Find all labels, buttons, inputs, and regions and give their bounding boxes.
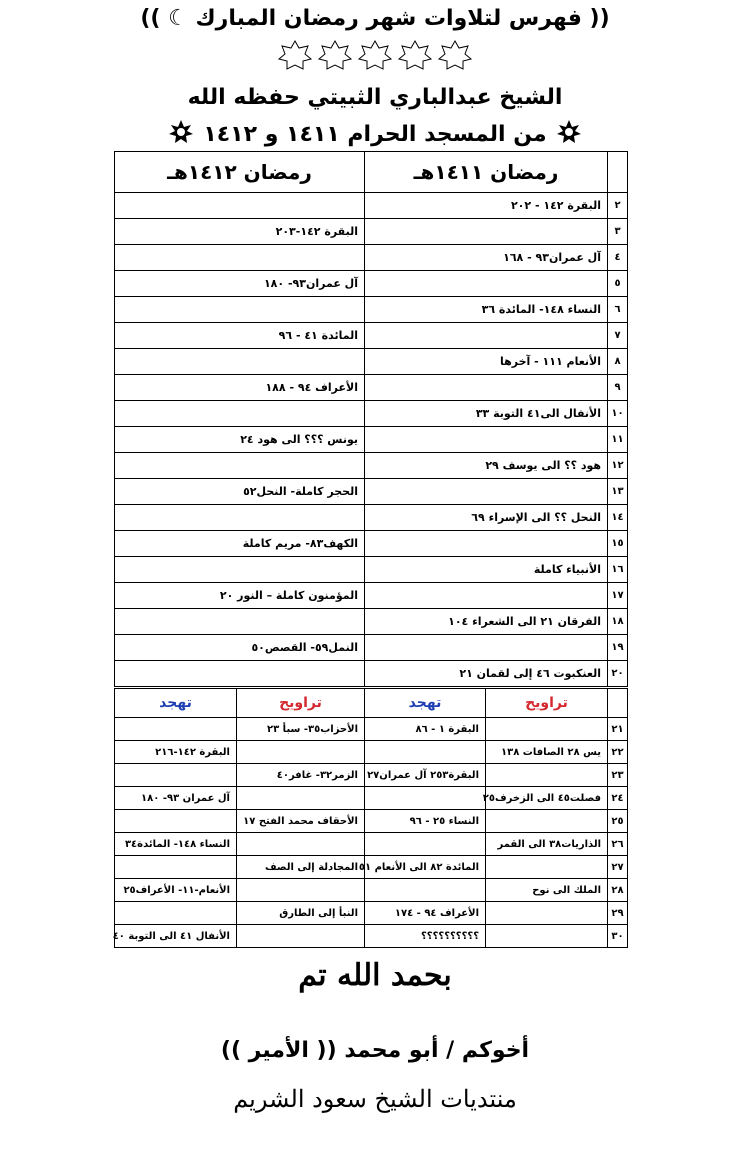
table-row bbox=[115, 427, 628, 453]
ramadan-1412-cell bbox=[115, 193, 365, 219]
ramadan-1411-cell: البقرة ١٤٢ - ٢٠٢ bbox=[365, 193, 608, 219]
night-number-cell: ٧ bbox=[608, 323, 628, 349]
taraweeh-1412-cell: المجادلة إلى الصف bbox=[237, 856, 365, 879]
table-row bbox=[115, 219, 628, 245]
ramadan-1411-cell: الأنفال الى٤١ التوبة ٣٣ bbox=[365, 401, 608, 427]
table-row bbox=[115, 479, 628, 505]
ramadan-1412-cell: آل عمران٩٣- ١٨٠ bbox=[115, 271, 365, 297]
night-number-cell: ٢٥ bbox=[608, 810, 628, 833]
night-number-cell: ١٠ bbox=[608, 401, 628, 427]
ramadan-1412-cell bbox=[115, 401, 365, 427]
night-number-cell: ٤ bbox=[608, 245, 628, 271]
table-row bbox=[115, 925, 628, 948]
night-number-cell: ٥ bbox=[608, 271, 628, 297]
table-row bbox=[115, 833, 628, 856]
table-row bbox=[115, 531, 628, 557]
ramadan-1412-cell bbox=[115, 349, 365, 375]
table-row bbox=[115, 741, 628, 764]
tahajjud-1412-cell bbox=[115, 856, 237, 879]
table-row bbox=[115, 349, 628, 375]
tahajjud-1411-cell bbox=[365, 787, 486, 810]
tahajjud-1412-cell bbox=[115, 902, 237, 925]
ramadan-1411-cell bbox=[365, 323, 608, 349]
night-number-cell: ١٨ bbox=[608, 609, 628, 635]
night-number-cell: ٢٦ bbox=[608, 833, 628, 856]
star-outline-icon bbox=[318, 40, 352, 70]
night-number-cell: ٢ bbox=[608, 193, 628, 219]
table-row bbox=[115, 764, 628, 787]
night-number-cell: ١٩ bbox=[608, 635, 628, 661]
number-header-cell bbox=[608, 689, 628, 718]
tahajjud-1412-cell bbox=[115, 764, 237, 787]
taraweeh-1412-cell: الأحزاب٣٥- سبأ ٢٣ bbox=[237, 718, 365, 741]
table-row bbox=[115, 193, 628, 219]
taraweeh-header: تراويح bbox=[486, 689, 608, 718]
ramadan-1411-cell: النساء ١٤٨- المائدة ٣٦ bbox=[365, 297, 608, 323]
ramadan-1412-cell: المائدة ٤١ - ٩٦ bbox=[115, 323, 365, 349]
night-number-cell: ٢٤ bbox=[608, 787, 628, 810]
night-number-cell: ٢٨ bbox=[608, 879, 628, 902]
night-number-cell: ٢٠ bbox=[608, 661, 628, 687]
ramadan-1411-cell: الأنبياء كاملة bbox=[365, 557, 608, 583]
star-outline-icon bbox=[398, 40, 432, 70]
taraweeh-1411-cell: فصلت٤٥ الى الزخرف٢٥ bbox=[486, 787, 608, 810]
tahajjud-1412-cell: الأنعام-١١- الأعراف٢٥ bbox=[115, 879, 237, 902]
tahajjud-1411-cell: البقرة٢٥٣ آل عمران٢٧ bbox=[365, 764, 486, 787]
mosque-line bbox=[0, 120, 750, 150]
tahajjud-1411-cell bbox=[365, 741, 486, 764]
ramadan-1411-cell: الفرقان ٢١ الى الشعراء ١٠٤ bbox=[365, 609, 608, 635]
ramadan-1412-cell bbox=[115, 505, 365, 531]
taraweeh-1411-cell bbox=[486, 856, 608, 879]
night-number-cell: ٢٧ bbox=[608, 856, 628, 879]
ramadan-1412-cell: الحجر كاملة- النحل٥٢ bbox=[115, 479, 365, 505]
author-line: أخوكم / أبو محمد (( الأمير )) bbox=[220, 1038, 530, 1063]
night-number-cell: ٢١ bbox=[608, 718, 628, 741]
ramadan-1412-cell bbox=[115, 453, 365, 479]
taraweeh-1411-cell bbox=[486, 902, 608, 925]
number-header-cell bbox=[608, 152, 628, 193]
ramadan-1411-cell: هود ؟؟ الى يوسف ٢٩ bbox=[365, 453, 608, 479]
taraweeh-1411-cell bbox=[486, 718, 608, 741]
table-subheader-row bbox=[115, 689, 628, 718]
taraweeh-1412-cell: النبأ إلى الطارق bbox=[237, 902, 365, 925]
tahajjud-1412-cell: البقرة ١٤٢-٢١٦ bbox=[115, 741, 237, 764]
ramadan-1412-cell bbox=[115, 245, 365, 271]
ramadan-1412-cell bbox=[115, 297, 365, 323]
star-outline-icon bbox=[278, 40, 312, 70]
tahajjud-1411-cell: البقرة ١ - ٨٦ bbox=[365, 718, 486, 741]
table-row bbox=[115, 879, 628, 902]
ramadan-1412-cell: النمل٥٩- القصص٥٠ bbox=[115, 635, 365, 661]
taraweeh-1412-cell bbox=[237, 787, 365, 810]
night-number-cell: ١٤ bbox=[608, 505, 628, 531]
table-row bbox=[115, 297, 628, 323]
taraweeh-1411-cell: الملك الى نوح bbox=[486, 879, 608, 902]
table-row bbox=[115, 375, 628, 401]
taraweeh-1411-cell bbox=[486, 810, 608, 833]
taraweeh-1411-cell bbox=[486, 764, 608, 787]
ramadan-1411-cell bbox=[365, 271, 608, 297]
night-number-cell: ١٣ bbox=[608, 479, 628, 505]
sheikh-name: الشيخ عبدالباري الثبيتي حفظه الله bbox=[187, 85, 563, 110]
ramadan-1411-header: رمضان ١٤١١هـ bbox=[365, 152, 608, 193]
taraweeh-1412-cell bbox=[237, 833, 365, 856]
ramadan-1412-cell: الكهف٨٣- مريم كاملة bbox=[115, 531, 365, 557]
tahajjud-1411-cell: ؟؟؟؟؟؟؟؟؟؟ bbox=[365, 925, 486, 948]
ramadan-1411-cell: النحل ؟؟ الى الإسراء ٦٩ bbox=[365, 505, 608, 531]
table-row bbox=[115, 787, 628, 810]
ramadan-1411-cell bbox=[365, 531, 608, 557]
table-row bbox=[115, 902, 628, 925]
tahajjud-1411-cell: الأعراف ٩٤ - ١٧٤ bbox=[365, 902, 486, 925]
ramadan-1411-cell bbox=[365, 375, 608, 401]
night-number-cell: ٢٩ bbox=[608, 902, 628, 925]
table-row bbox=[115, 323, 628, 349]
taraweeh-1411-cell: يس ٢٨ الصافات ١٣٨ bbox=[486, 741, 608, 764]
taraweeh-1412-cell bbox=[237, 741, 365, 764]
taraweeh-1411-cell bbox=[486, 925, 608, 948]
table-row bbox=[115, 401, 628, 427]
night-number-cell: ٣ bbox=[608, 219, 628, 245]
tahajjud-1411-cell: المائدة ٨٢ الى الأنعام ٥١ bbox=[365, 856, 486, 879]
mosque-label: من المسجد الحرام ١٤١١ و ١٤١٢ bbox=[203, 122, 547, 147]
ramadan-1412-cell: البقرة ١٤٢-٢٠٣ bbox=[115, 219, 365, 245]
ramadan-1411-cell bbox=[365, 583, 608, 609]
table-row bbox=[115, 661, 628, 687]
ramadan-1412-cell: يونس ؟؟؟ الى هود ٢٤ bbox=[115, 427, 365, 453]
ramadan-1412-cell: الأعراف ٩٤ - ١٨٨ bbox=[115, 375, 365, 401]
ramadan-1411-cell bbox=[365, 427, 608, 453]
taraweeh-1412-cell bbox=[237, 879, 365, 902]
table-header-row bbox=[115, 152, 628, 193]
table-row bbox=[115, 810, 628, 833]
tahajjud-1412-cell: الأنفال ٤١ الى التوبة ٤٠ bbox=[115, 925, 237, 948]
table-row bbox=[115, 635, 628, 661]
night-number-cell: ٨ bbox=[608, 349, 628, 375]
night-number-cell: ٦ bbox=[608, 297, 628, 323]
table-row bbox=[115, 557, 628, 583]
night-number-cell: ١٢ bbox=[608, 453, 628, 479]
table-row bbox=[115, 245, 628, 271]
tahajjud-header: تهجد bbox=[365, 689, 486, 718]
tahajjud-1412-cell: آل عمران ٩٣- ١٨٠ bbox=[115, 787, 237, 810]
ramadan-1412-cell bbox=[115, 557, 365, 583]
tahajjud-1411-cell bbox=[365, 879, 486, 902]
table-row bbox=[115, 718, 628, 741]
ramadan-1412-cell bbox=[115, 661, 365, 687]
night-number-cell: ٢٢ bbox=[608, 741, 628, 764]
taraweeh-1412-cell: الزمر٣٢- غافر٤٠ bbox=[237, 764, 365, 787]
octagram-icon bbox=[169, 120, 193, 150]
forum-name: منتديات الشيخ سعود الشريم bbox=[233, 1085, 517, 1113]
ramadan-1411-cell bbox=[365, 635, 608, 661]
ramadan-1411-cell: آل عمران٩٣ - ١٦٨ bbox=[365, 245, 608, 271]
table-row bbox=[115, 271, 628, 297]
night-number-cell: ٩ bbox=[608, 375, 628, 401]
night-number-cell: ٣٠ bbox=[608, 925, 628, 948]
ramadan-1412-cell bbox=[115, 609, 365, 635]
table-row bbox=[115, 453, 628, 479]
schedule-table-last-ten-nights bbox=[114, 688, 628, 948]
ramadan-1412-cell: المؤمنون كاملة – النور ٢٠ bbox=[115, 583, 365, 609]
star-outline-icon bbox=[358, 40, 392, 70]
schedule-table-1411-1412 bbox=[114, 151, 628, 687]
tahajjud-1412-cell bbox=[115, 810, 237, 833]
star-outline-icon bbox=[438, 40, 472, 70]
ramadan-1412-header: رمضان ١٤١٢هـ bbox=[115, 152, 365, 193]
tahajjud-1412-cell: النساء ١٤٨- المائدة٣٤ bbox=[115, 833, 237, 856]
ramadan-1411-cell: العنكبوت ٤٦ إلى لقمان ٢١ bbox=[365, 661, 608, 687]
tahajjud-header: تهجد bbox=[115, 689, 237, 718]
taraweeh-1411-cell: الذاريات٣٨ الى القمر bbox=[486, 833, 608, 856]
night-number-cell: ١٦ bbox=[608, 557, 628, 583]
ramadan-1411-cell bbox=[365, 219, 608, 245]
night-number-cell: ١١ bbox=[608, 427, 628, 453]
table-row bbox=[115, 583, 628, 609]
taraweeh-1412-cell: الأحقاف محمد الفتح ١٧ bbox=[237, 810, 365, 833]
night-number-cell: ١٧ bbox=[608, 583, 628, 609]
tahajjud-1411-cell: النساء ٢٥ - ٩٦ bbox=[365, 810, 486, 833]
calligraphy-signature: بحمد الله تم bbox=[298, 958, 452, 993]
taraweeh-1412-cell bbox=[237, 925, 365, 948]
night-number-cell: ١٥ bbox=[608, 531, 628, 557]
taraweeh-header: تراويح bbox=[237, 689, 365, 718]
night-number-cell: ٢٣ bbox=[608, 764, 628, 787]
table-row bbox=[115, 609, 628, 635]
page-title: (( فهرس لتلاوات شهر رمضان المبارك ☾ )) bbox=[140, 6, 610, 31]
octagram-icon bbox=[557, 120, 581, 150]
ramadan-1411-cell bbox=[365, 479, 608, 505]
ramadan-1411-cell: الأنعام ١١١ - آخرها bbox=[365, 349, 608, 375]
table-row bbox=[115, 856, 628, 879]
table-row bbox=[115, 505, 628, 531]
tahajjud-1412-cell bbox=[115, 718, 237, 741]
star-ornament-row bbox=[0, 40, 750, 70]
tahajjud-1411-cell bbox=[365, 833, 486, 856]
